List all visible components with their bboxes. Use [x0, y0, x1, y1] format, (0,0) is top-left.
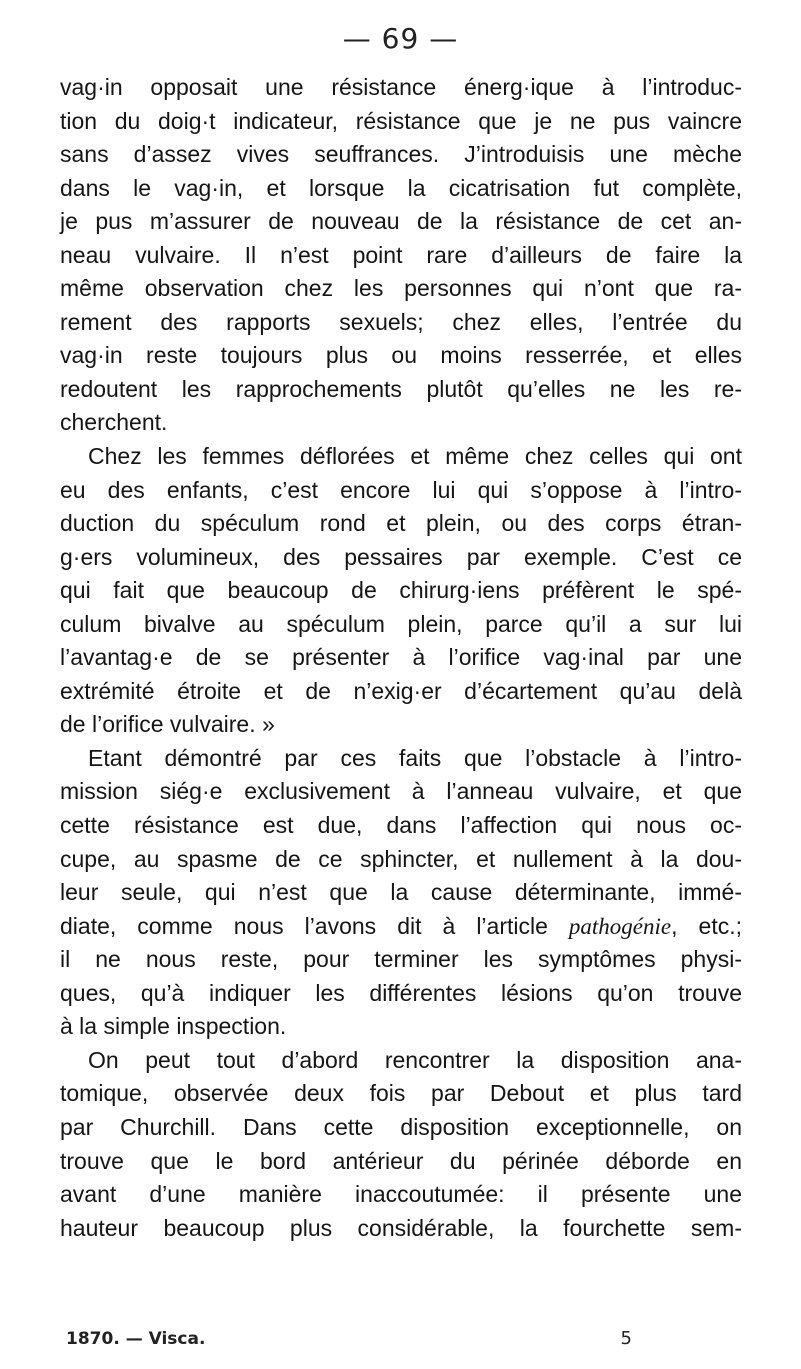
text-line: leur seule, qui n’est que la cause déterminante, immé-: [60, 879, 742, 906]
body-text: [60, 71, 742, 1245]
text-line: dans le vag·in, et lorsque la cicatrisation fut complète,: [60, 174, 742, 201]
text-line: à la simple inspection.: [60, 1013, 287, 1040]
text-line: mission siég·e exclusivement à l’anneau vulvaire, et que: [60, 778, 742, 805]
text-line: qui fait que beaucoup de chirurg·iens préfèrent le spé-: [60, 577, 742, 604]
paragraph-start-line: Chez les femmes déflorées et même chez celles qui ont: [88, 443, 742, 470]
text-line: il ne nous reste, pour terminer les symptômes physi-: [60, 946, 742, 973]
paragraph-start-line: Etant démontré par ces faits que l’obstacle à l’intro-: [88, 744, 742, 771]
text-line: je pus m’assurer de nouveau de la résistance de cet an-: [60, 208, 742, 235]
text-line: avant d’une manière inaccoutumée: il présente une: [60, 1181, 742, 1208]
text-line: cupe, au spasme de ce sphincter, et nullement à la dou-: [60, 845, 742, 872]
text-line: duction du spéculum rond et plein, ou des corps étran-: [60, 510, 742, 537]
text-line: redoutent les rapprochements plutôt qu’elles ne les re-: [60, 375, 742, 402]
text-line-with-italic: [60, 910, 742, 944]
text-line: g·ers volumineux, des pessaires par exemple. C’est ce: [60, 543, 742, 570]
printer-signature: 1870. — Visca.: [66, 1329, 206, 1349]
text-line: l’avantag·e de se présenter à l’orifice vag·inal par une: [60, 644, 742, 671]
text-line: de l’orifice vulvaire. »: [60, 711, 275, 738]
text-line: neau vulvaire. Il n’est point rare d’ailleurs de faire la: [60, 241, 742, 268]
text-line: vag·in reste toujours plus ou moins resserrée, et elles: [60, 342, 742, 369]
text-line: extrémité étroite et de n’exig·er d’écartement qu’au delà: [60, 677, 742, 704]
page-footer: [60, 1327, 742, 1351]
text-line: eu des enfants, c’est encore lui qui s’oppose à l’intro-: [60, 476, 742, 503]
text-line: sans d’assez vives seuffrances. J’introduisis une mèche: [60, 141, 742, 168]
text-line: cette résistance est due, dans l’affection qui nous oc-: [60, 812, 742, 839]
text-line: même observation chez les personnes qui n’ont que ra-: [60, 275, 742, 302]
text-line: cherchent.: [60, 409, 168, 436]
paragraph-start-line: On peut tout d’abord rencontrer la disposition ana-: [88, 1046, 742, 1073]
text-line: tion du doig·t indicateur, résistance que je ne pus vaincre: [60, 107, 742, 134]
text-line: vag·in opposait une résistance énerg·ique à l’introduc-: [60, 74, 742, 100]
text-segment: , etc.;: [671, 912, 742, 939]
text-line: ques, qu’à indiquer les différentes lésions qu’on trouve: [60, 979, 742, 1006]
text-line: hauteur beaucoup plus considérable, la fourchette sem-: [60, 1214, 742, 1241]
text-line: par Churchill. Dans cette disposition exceptionnelle, on: [60, 1113, 742, 1140]
italic-term: pathogénie: [568, 913, 672, 939]
sheet-number: 5: [620, 1328, 632, 1349]
text-line: trouve que le bord antérieur du périnée déborde en: [60, 1147, 742, 1174]
text-line: culum bivalve au spéculum plein, parce qu’il a sur lui: [60, 610, 742, 637]
text-line: tomique, observée deux fois par Debout et plus tard: [60, 1080, 742, 1107]
page-number: — 69 —: [342, 22, 459, 55]
text-segment: diate, comme nous l’avons dit à l’article: [60, 912, 569, 939]
text-line: rement des rapports sexuels; chez elles, l’entrée du: [60, 308, 742, 335]
